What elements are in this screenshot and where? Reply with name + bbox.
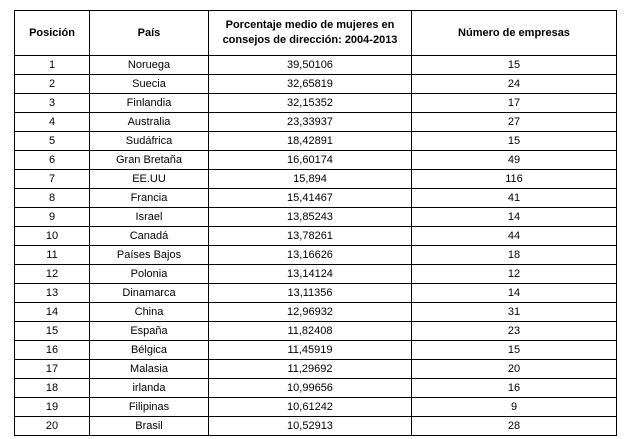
- cell-country: Israel: [90, 208, 209, 227]
- cell-position: 8: [15, 189, 90, 208]
- cell-country: Finlandia: [90, 94, 209, 113]
- cell-position: 20: [15, 417, 90, 436]
- cell-position: 5: [15, 132, 90, 151]
- cell-percentage: 11,82408: [209, 322, 412, 341]
- cell-company-count: 14: [412, 208, 617, 227]
- cell-country: irlanda: [90, 379, 209, 398]
- cell-country: España: [90, 322, 209, 341]
- cell-company-count: 14: [412, 284, 617, 303]
- cell-position: 18: [15, 379, 90, 398]
- cell-company-count: 15: [412, 132, 617, 151]
- cell-position: 2: [15, 75, 90, 94]
- cell-company-count: 116: [412, 170, 617, 189]
- cell-percentage: 18,42891: [209, 132, 412, 151]
- cell-percentage: 12,96932: [209, 303, 412, 322]
- table-row: [15, 417, 617, 436]
- table-header: [15, 11, 617, 56]
- cell-percentage: 15,894: [209, 170, 412, 189]
- table-row: [15, 379, 617, 398]
- header-company-count: Número de empresas: [412, 11, 617, 56]
- table-row: [15, 151, 617, 170]
- cell-company-count: 18: [412, 246, 617, 265]
- cell-country: Bélgica: [90, 341, 209, 360]
- cell-position: 6: [15, 151, 90, 170]
- cell-position: 7: [15, 170, 90, 189]
- cell-position: 1: [15, 56, 90, 75]
- cell-percentage: 11,45919: [209, 341, 412, 360]
- cell-country: Sudáfrica: [90, 132, 209, 151]
- cell-company-count: 20: [412, 360, 617, 379]
- cell-position: 10: [15, 227, 90, 246]
- cell-country: Brasil: [90, 417, 209, 436]
- table-row: [15, 208, 617, 227]
- cell-country: Suecia: [90, 75, 209, 94]
- cell-position: 13: [15, 284, 90, 303]
- cell-company-count: 16: [412, 379, 617, 398]
- table-row: [15, 132, 617, 151]
- cell-percentage: 32,65819: [209, 75, 412, 94]
- cell-country: Noruega: [90, 56, 209, 75]
- cell-company-count: 15: [412, 341, 617, 360]
- table-row: [15, 284, 617, 303]
- cell-percentage: 13,11356: [209, 284, 412, 303]
- table-row: [15, 303, 617, 322]
- cell-position: 9: [15, 208, 90, 227]
- cell-position: 16: [15, 341, 90, 360]
- cell-company-count: 41: [412, 189, 617, 208]
- cell-percentage: 10,99656: [209, 379, 412, 398]
- cell-company-count: 31: [412, 303, 617, 322]
- table-body: [15, 56, 617, 436]
- cell-position: 17: [15, 360, 90, 379]
- cell-percentage: 10,52913: [209, 417, 412, 436]
- cell-country: Países Bajos: [90, 246, 209, 265]
- cell-percentage: 39,50106: [209, 56, 412, 75]
- table-row: [15, 246, 617, 265]
- table-row: [15, 56, 617, 75]
- cell-country: China: [90, 303, 209, 322]
- cell-position: 19: [15, 398, 90, 417]
- cell-country: Filipinas: [90, 398, 209, 417]
- cell-percentage: 13,16626: [209, 246, 412, 265]
- header-percentage: Porcentaje medio de mujeres en consejos de dirección: 2004-2013: [209, 11, 412, 56]
- cell-country: Polonia: [90, 265, 209, 284]
- table-row: [15, 360, 617, 379]
- cell-percentage: 13,78261: [209, 227, 412, 246]
- cell-company-count: 9: [412, 398, 617, 417]
- header-country: País: [90, 11, 209, 56]
- table-row: [15, 341, 617, 360]
- cell-percentage: 11,29692: [209, 360, 412, 379]
- cell-company-count: 24: [412, 75, 617, 94]
- header-position: Posición: [15, 11, 90, 56]
- table-row: [15, 170, 617, 189]
- cell-country: Gran Bretaña: [90, 151, 209, 170]
- cell-percentage: 13,14124: [209, 265, 412, 284]
- cell-position: 14: [15, 303, 90, 322]
- table-row: [15, 113, 617, 132]
- cell-company-count: 23: [412, 322, 617, 341]
- table-row: [15, 265, 617, 284]
- ranking-table: [14, 10, 617, 436]
- cell-company-count: 27: [412, 113, 617, 132]
- cell-country: Francia: [90, 189, 209, 208]
- cell-percentage: 16,60174: [209, 151, 412, 170]
- table-row: [15, 189, 617, 208]
- cell-country: Dinamarca: [90, 284, 209, 303]
- cell-percentage: 13,85243: [209, 208, 412, 227]
- cell-percentage: 32,15352: [209, 94, 412, 113]
- cell-company-count: 28: [412, 417, 617, 436]
- cell-percentage: 10,61242: [209, 398, 412, 417]
- cell-position: 12: [15, 265, 90, 284]
- cell-company-count: 44: [412, 227, 617, 246]
- cell-percentage: 15,41467: [209, 189, 412, 208]
- cell-company-count: 15: [412, 56, 617, 75]
- cell-company-count: 12: [412, 265, 617, 284]
- cell-position: 3: [15, 94, 90, 113]
- cell-company-count: 49: [412, 151, 617, 170]
- cell-position: 4: [15, 113, 90, 132]
- cell-position: 15: [15, 322, 90, 341]
- header-row: [15, 11, 617, 56]
- table-row: [15, 75, 617, 94]
- cell-country: EE.UU: [90, 170, 209, 189]
- table-row: [15, 398, 617, 417]
- cell-company-count: 17: [412, 94, 617, 113]
- table-row: [15, 227, 617, 246]
- cell-country: Australia: [90, 113, 209, 132]
- cell-country: Malasia: [90, 360, 209, 379]
- table-row: [15, 94, 617, 113]
- table-row: [15, 322, 617, 341]
- cell-position: 11: [15, 246, 90, 265]
- cell-percentage: 23,33937: [209, 113, 412, 132]
- cell-country: Canadá: [90, 227, 209, 246]
